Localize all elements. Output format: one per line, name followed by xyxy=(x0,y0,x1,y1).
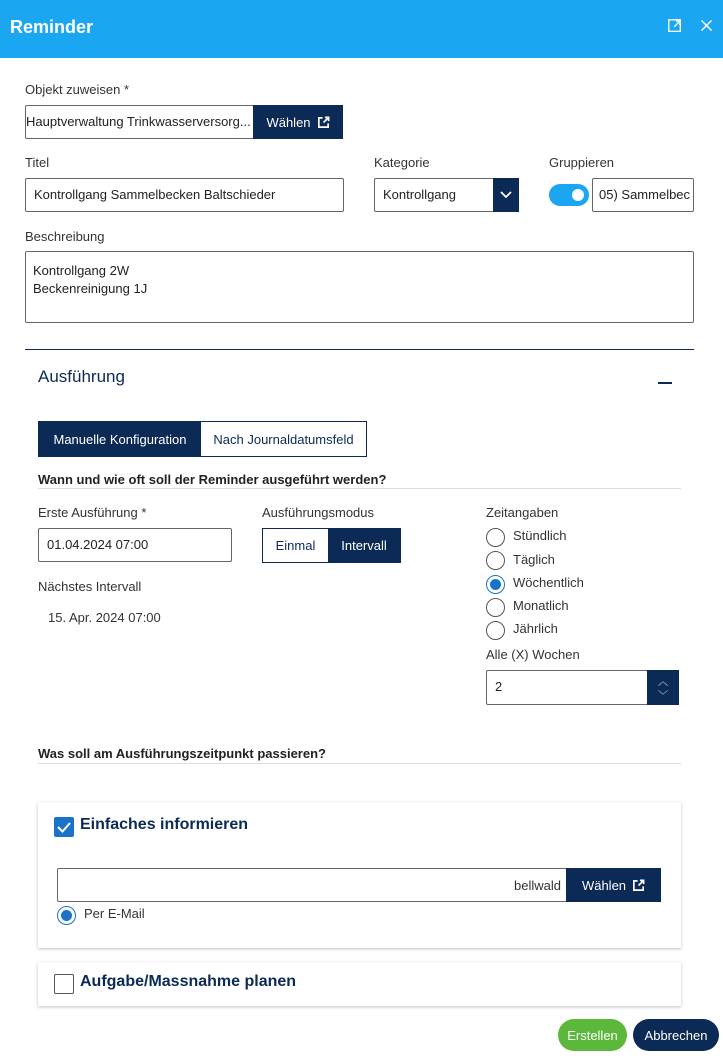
beschreibung-textarea[interactable] xyxy=(25,251,694,323)
informieren-checkbox[interactable] xyxy=(54,817,74,837)
empfaenger-value: bellwald xyxy=(514,878,561,893)
wann-question: Wann und wie oft soll der Reminder ausgeführt werden? xyxy=(38,472,387,487)
empfaenger-waehlen-button[interactable] xyxy=(566,868,661,902)
radio-per-email[interactable] xyxy=(57,906,76,925)
modus-einmal[interactable]: Einmal xyxy=(263,529,328,562)
kategorie-label: Kategorie xyxy=(374,155,430,170)
wochen-stepper[interactable] xyxy=(647,670,679,705)
window-title: Reminder xyxy=(10,17,94,37)
zeitangaben-label: Zeitangaben xyxy=(486,505,559,520)
radio-monatlich-label: Monatlich xyxy=(513,598,569,613)
external-link-icon xyxy=(317,116,330,129)
kategorie-dropdown-button[interactable] xyxy=(493,178,519,212)
beschreibung-line: Beckenreinigung 1J xyxy=(33,281,148,296)
erste-ausfuehrung-label: Erste Ausführung * xyxy=(38,505,147,520)
naechstes-intervall-value: 15. Apr. 2024 07:00 xyxy=(48,610,161,625)
toggle-knob xyxy=(572,189,584,201)
alle-wochen-input[interactable]: 2 xyxy=(486,670,648,705)
chevron-down-icon[interactable]: ﹀ xyxy=(658,691,668,702)
title-bar xyxy=(0,0,723,58)
expand-icon[interactable] xyxy=(667,18,685,36)
aufgabe-title: Aufgabe/Massnahme planen xyxy=(80,973,297,990)
beschreibung-label: Beschreibung xyxy=(25,229,105,244)
chevron-up-icon[interactable]: ︿ xyxy=(658,677,668,688)
objekt-waehlen-label: Wählen xyxy=(266,114,311,130)
aufgabe-card xyxy=(38,962,681,1006)
radio-jaehrlich-label: Jährlich xyxy=(513,621,558,636)
chevron-down-icon xyxy=(493,178,519,212)
titel-label: Titel xyxy=(25,155,50,170)
divider xyxy=(38,488,681,489)
radio-woechentlich-label: Wöchentlich xyxy=(513,575,584,590)
aktion-question: Was soll am Ausführungszeitpunkt passieren? xyxy=(38,746,326,761)
collapse-icon[interactable] xyxy=(658,382,672,384)
beschreibung-line: Kontrollgang 2W xyxy=(33,263,130,278)
objekt-field[interactable]: Hauptverwaltung Trinkwasserversorg... xyxy=(25,105,254,139)
ausfuehrung-title: Ausführung xyxy=(38,367,125,386)
naechstes-intervall-label: Nächstes Intervall xyxy=(38,579,142,594)
gruppieren-input[interactable]: 05) Sammelbec xyxy=(592,178,694,212)
external-link-icon xyxy=(632,879,645,892)
tab-nach-journaldatumsfeld[interactable]: Nach Journaldatumsfeld xyxy=(201,422,366,456)
kategorie-value: Kontrollgang xyxy=(383,187,456,202)
radio-jaehrlich[interactable] xyxy=(486,621,505,640)
objekt-label: Objekt zuweisen * xyxy=(25,82,130,97)
tab-manuelle-konfiguration[interactable]: Manuelle Konfiguration xyxy=(39,422,201,456)
informieren-card xyxy=(38,802,681,948)
close-icon[interactable] xyxy=(699,18,717,36)
gruppieren-toggle[interactable] xyxy=(549,184,589,206)
empfaenger-input[interactable] xyxy=(57,868,567,902)
radio-per-email-label: Per E-Mail xyxy=(84,906,145,921)
modus-label: Ausführungsmodus xyxy=(262,505,375,520)
modus-intervall[interactable]: Intervall xyxy=(328,529,400,562)
modus-toggle xyxy=(262,528,401,563)
titel-input[interactable]: Kontrollgang Sammelbecken Baltschieder xyxy=(25,178,344,212)
divider xyxy=(38,763,681,764)
radio-taeglich-label: Täglich xyxy=(513,552,555,567)
alle-wochen-label: Alle (X) Wochen xyxy=(486,647,580,662)
informieren-title: Einfaches informieren xyxy=(80,816,249,833)
radio-stuendlich[interactable] xyxy=(486,528,505,547)
gruppieren-label: Gruppieren xyxy=(549,155,615,170)
radio-woechentlich[interactable] xyxy=(486,575,505,594)
radio-monatlich[interactable] xyxy=(486,598,505,617)
section-divider xyxy=(25,349,694,350)
check-icon xyxy=(54,817,74,837)
empfaenger-waehlen-label: Wählen xyxy=(581,877,627,893)
objekt-waehlen-button[interactable] xyxy=(253,105,343,139)
abbrechen-button[interactable]: Abbrechen xyxy=(633,1019,719,1051)
erstellen-button[interactable]: Erstellen xyxy=(558,1019,627,1051)
erste-ausfuehrung-input[interactable]: 01.04.2024 07:00 xyxy=(38,528,232,562)
config-tabs xyxy=(38,421,367,457)
radio-stuendlich-label: Stündlich xyxy=(513,528,567,543)
aufgabe-checkbox[interactable] xyxy=(54,974,74,994)
radio-taeglich[interactable] xyxy=(486,551,505,570)
